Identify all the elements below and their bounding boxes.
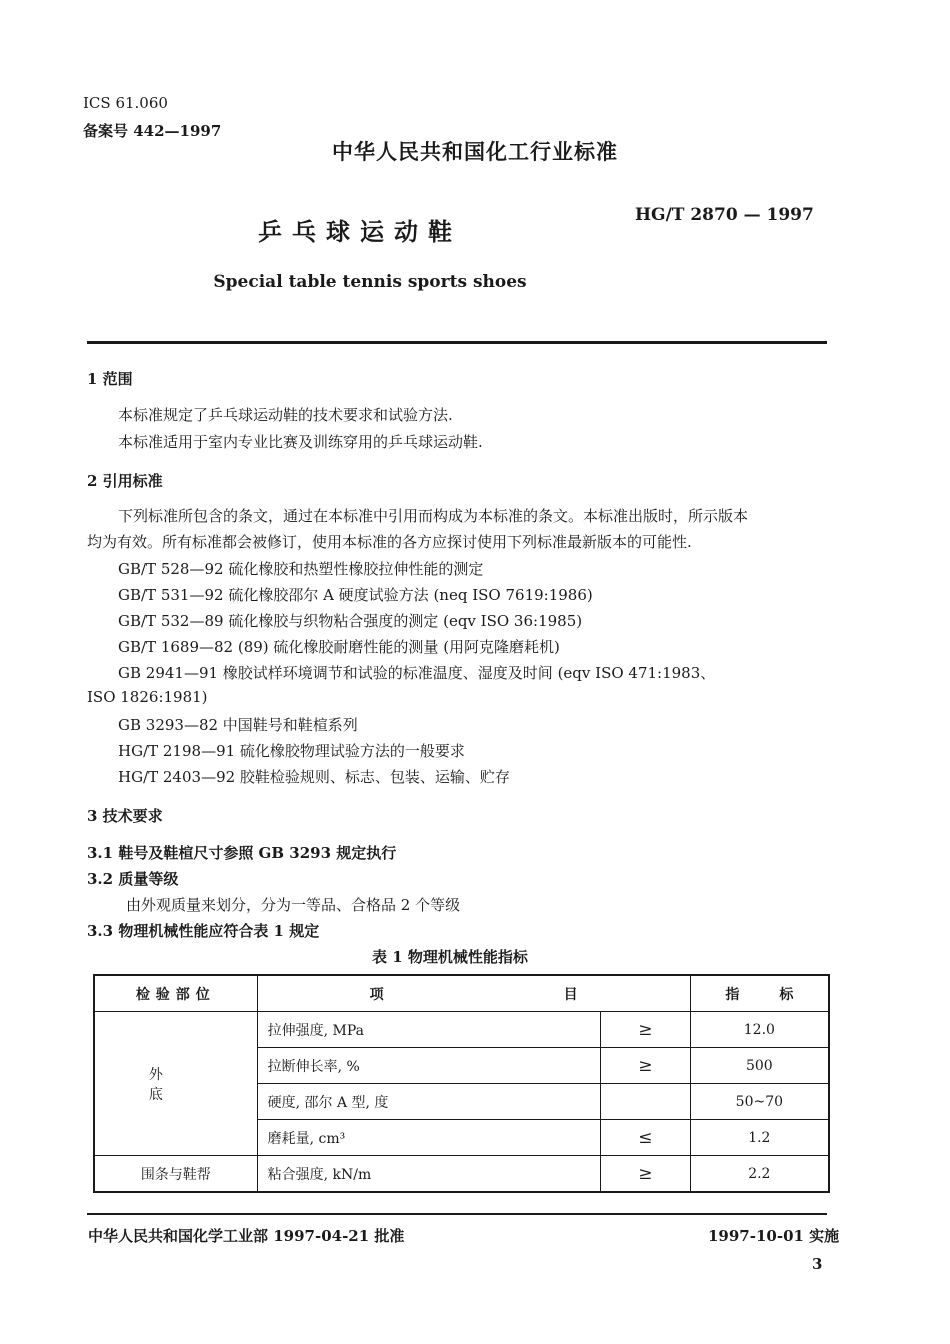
footer-rule (87, 1213, 827, 1215)
row-value: 1.2 (690, 1120, 829, 1156)
reference-item: GB/T 528—92 硫化橡胶和热塑性橡胶拉伸性能的测定 (118, 560, 484, 578)
standard-number: HG/T 2870 — 1997 (635, 205, 814, 225)
row-operator: ≤ (601, 1120, 691, 1156)
row-value: 50~70 (690, 1084, 829, 1120)
approval-line: 中华人民共和国化学工业部 1997-04-21 批准 (88, 1227, 405, 1245)
properties-table (93, 974, 830, 1193)
section-2-heading: 2 引用标准 (87, 472, 163, 490)
record-number: 备案号 442—1997 (83, 122, 222, 140)
clause-3-2: 3.2 质量等级 (87, 870, 179, 888)
header-rule (87, 341, 827, 344)
row-item: 拉断伸长率, % (257, 1048, 601, 1084)
section-3-heading: 3 技术要求 (87, 807, 163, 825)
table-header-row (94, 975, 829, 1012)
row-operator: ≥ (601, 1012, 691, 1048)
row-value: 500 (690, 1048, 829, 1084)
clause-3-3: 3.3 物理机械性能应符合表 1 规定 (87, 922, 320, 940)
reference-item: GB/T 532—89 硫化橡胶与织物粘合强度的测定 (eqv ISO 36:1985) (118, 612, 583, 630)
row-operator: ≥ (601, 1156, 691, 1193)
header-index: 指 标 (690, 975, 829, 1012)
section-2-intro: 下列标准所包含的条文，通过在本标准中引用而构成为本标准的条文。本标准出版时，所示版本 (118, 507, 749, 525)
header-inspection-part: 检验部位 (94, 975, 257, 1012)
row-operator (601, 1084, 691, 1120)
section-1-paragraph: 本标准规定了乒乓球运动鞋的技术要求和试验方法. (118, 406, 453, 424)
page-number: 3 (812, 1255, 823, 1273)
section-2-intro: 均为有效。所有标准都会被修订，使用本标准的各方应探讨使用下列标准最新版本的可能性. (87, 533, 692, 551)
reference-item: HG/T 2403—92 胶鞋检验规则、标志、包装、运输、贮存 (118, 768, 510, 786)
reference-item: GB/T 1689—82 (89) 硫化橡胶耐磨性能的测量 (用阿克隆磨耗机) (118, 638, 560, 656)
row-item: 磨耗量, cm³ (257, 1120, 601, 1156)
table-row (94, 1012, 829, 1048)
ics-code: ICS 61.060 (83, 94, 168, 112)
section-1-paragraph: 本标准适用于室内专业比赛及训练穿用的乒乓球运动鞋. (118, 433, 483, 451)
reference-item: GB/T 531—92 硫化橡胶邵尔 A 硬度试验方法 (neq ISO 7619:1986) (118, 586, 593, 604)
row-value: 12.0 (690, 1012, 829, 1048)
clause-3-2-text: 由外观质量来划分，分为一等品、合格品 2 个等级 (126, 896, 461, 914)
section-1-heading: 1 范围 (87, 370, 133, 388)
table-caption: 表 1 物理机械性能指标 (372, 948, 528, 966)
document-title-en: Special table tennis sports shoes (213, 272, 527, 292)
reference-item: ISO 1826:1981) (87, 688, 208, 706)
row-item: 拉伸强度, MPa (257, 1012, 601, 1048)
row-item: 粘合强度, kN/m (257, 1156, 601, 1193)
group-binding: 围条与鞋帮 (94, 1156, 257, 1193)
reference-item: HG/T 2198—91 硫化橡胶物理试验方法的一般要求 (118, 742, 465, 760)
reference-item: GB 2941—91 橡胶试样环境调节和试验的标准温度、湿度及时间 (eqv ISO 471:1983、 (118, 664, 716, 682)
org-title: 中华人民共和国化工行业标准 (332, 139, 618, 164)
row-operator: ≥ (601, 1048, 691, 1084)
row-item: 硬度, 邵尔 A 型, 度 (257, 1084, 601, 1120)
table-row (94, 1156, 829, 1193)
group-outsole: 外 底 (94, 1012, 257, 1156)
implementation-date: 1997-10-01 实施 (708, 1227, 840, 1245)
header-item: 项 目 (257, 975, 690, 1012)
row-value: 2.2 (690, 1156, 829, 1193)
reference-item: GB 3293—82 中国鞋号和鞋楦系列 (118, 716, 358, 734)
clause-3-1: 3.1 鞋号及鞋楦尺寸参照 GB 3293 规定执行 (87, 844, 397, 862)
document-title: 乒乓球运动鞋 (258, 217, 462, 246)
